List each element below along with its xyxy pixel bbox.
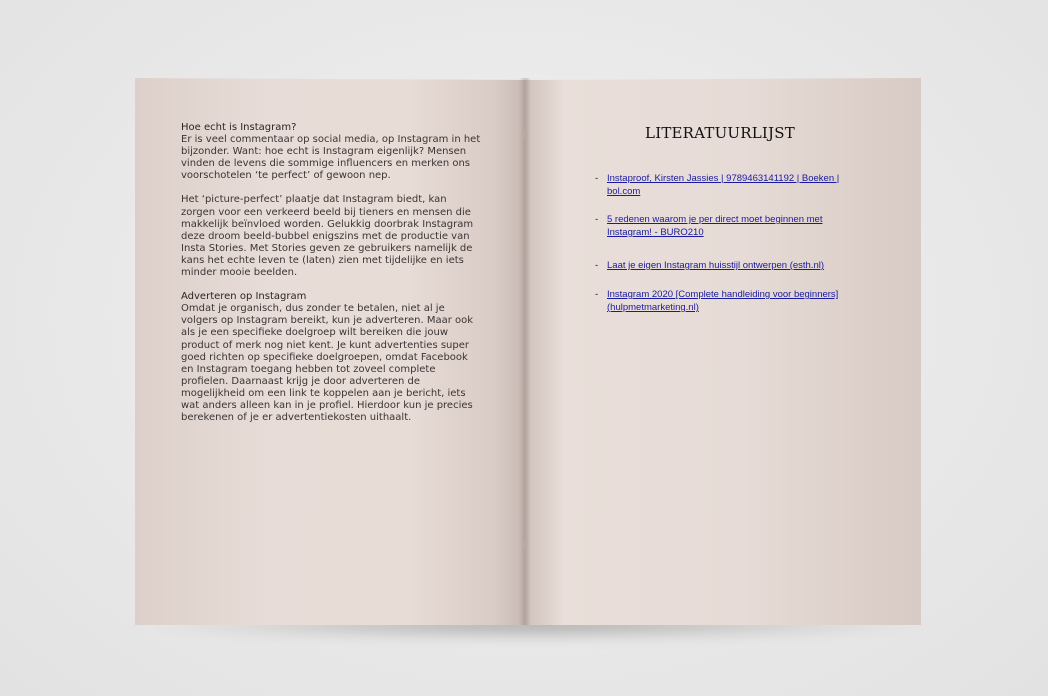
section-heading-instagram-real: Hoe echt is Instagram? [181, 122, 297, 133]
section-heading-advertising: Adverteren op Instagram [181, 291, 307, 303]
reference-item [595, 213, 865, 239]
paragraph-3: Omdat je organisch, dus zonder te betalen, niet al je volgers op Instagram bereikt, kun je adverteren. Maar ook als je een specifieke doelgroep wilt bereiken die jouw product of merk nog niet kent. Je kunt advertenties super goed richten op specifieke doelgroepen, omdat Facebook en Instagram toegang hebben tot zoveel complete profielen. Daarnaast krijg je door adverteren de mogelijkheid om een link te koppelen aan je bericht, iets wat anders alleen kan in je profiel. Hierdoor kun je precies berekenen of je er advertentiekosten uithaalt. [181, 303, 474, 424]
page-title: LITERATUURLIJST [645, 124, 795, 142]
right-page-text [595, 124, 865, 314]
reference-link-2[interactable]: 5 redenen waarom je per direct moet beginnen met Instagram! - BURO210 [607, 214, 823, 238]
list-dash: - [595, 260, 599, 271]
reference-item [595, 172, 865, 198]
list-dash: - [595, 214, 599, 225]
staple-top [523, 130, 526, 139]
reference-link-3[interactable]: Laat je eigen Instagram huisstijl ontwerpen (esth.nl) [607, 260, 825, 271]
list-dash: - [595, 173, 599, 184]
staple-bottom [523, 540, 526, 549]
left-page-text [181, 122, 481, 436]
paragraph-1: Er is veel commentaar op social media, op Instagram in het bijzonder. Want: hoe echt is Instagram eigenlijk? Mensen vinden de levens die sommige influencers en merken ons voorschotelen ‘te perfect’ of gewoon nep. [181, 134, 481, 182]
reference-link-1[interactable]: Instaproof, Kirsten Jassies | 9789463141192 | Boeken | bol.com [607, 173, 840, 197]
reference-list [595, 172, 865, 314]
list-dash: - [595, 289, 599, 300]
reference-item [595, 288, 865, 314]
reference-item [595, 259, 865, 272]
paragraph-2: Het ‘picture-perfect’ plaatje dat Instagram biedt, kan zorgen voor een verkeerd beeld bij tieners en mensen die makkelijk beïnvloed worden. Gelukkig doorbrak Instagram deze droom beeld-bubbel enigszins met de productie van Insta Stories. Met Stories geven ze gebruikers namelijk de kans het echte leven te (laten) zien met tijdelijke en iets minder mooie beelden. [181, 194, 474, 279]
reference-link-4[interactable]: Instagram 2020 [Complete handleiding voor beginners] (hulpmetmarketing.nl) [607, 289, 839, 313]
